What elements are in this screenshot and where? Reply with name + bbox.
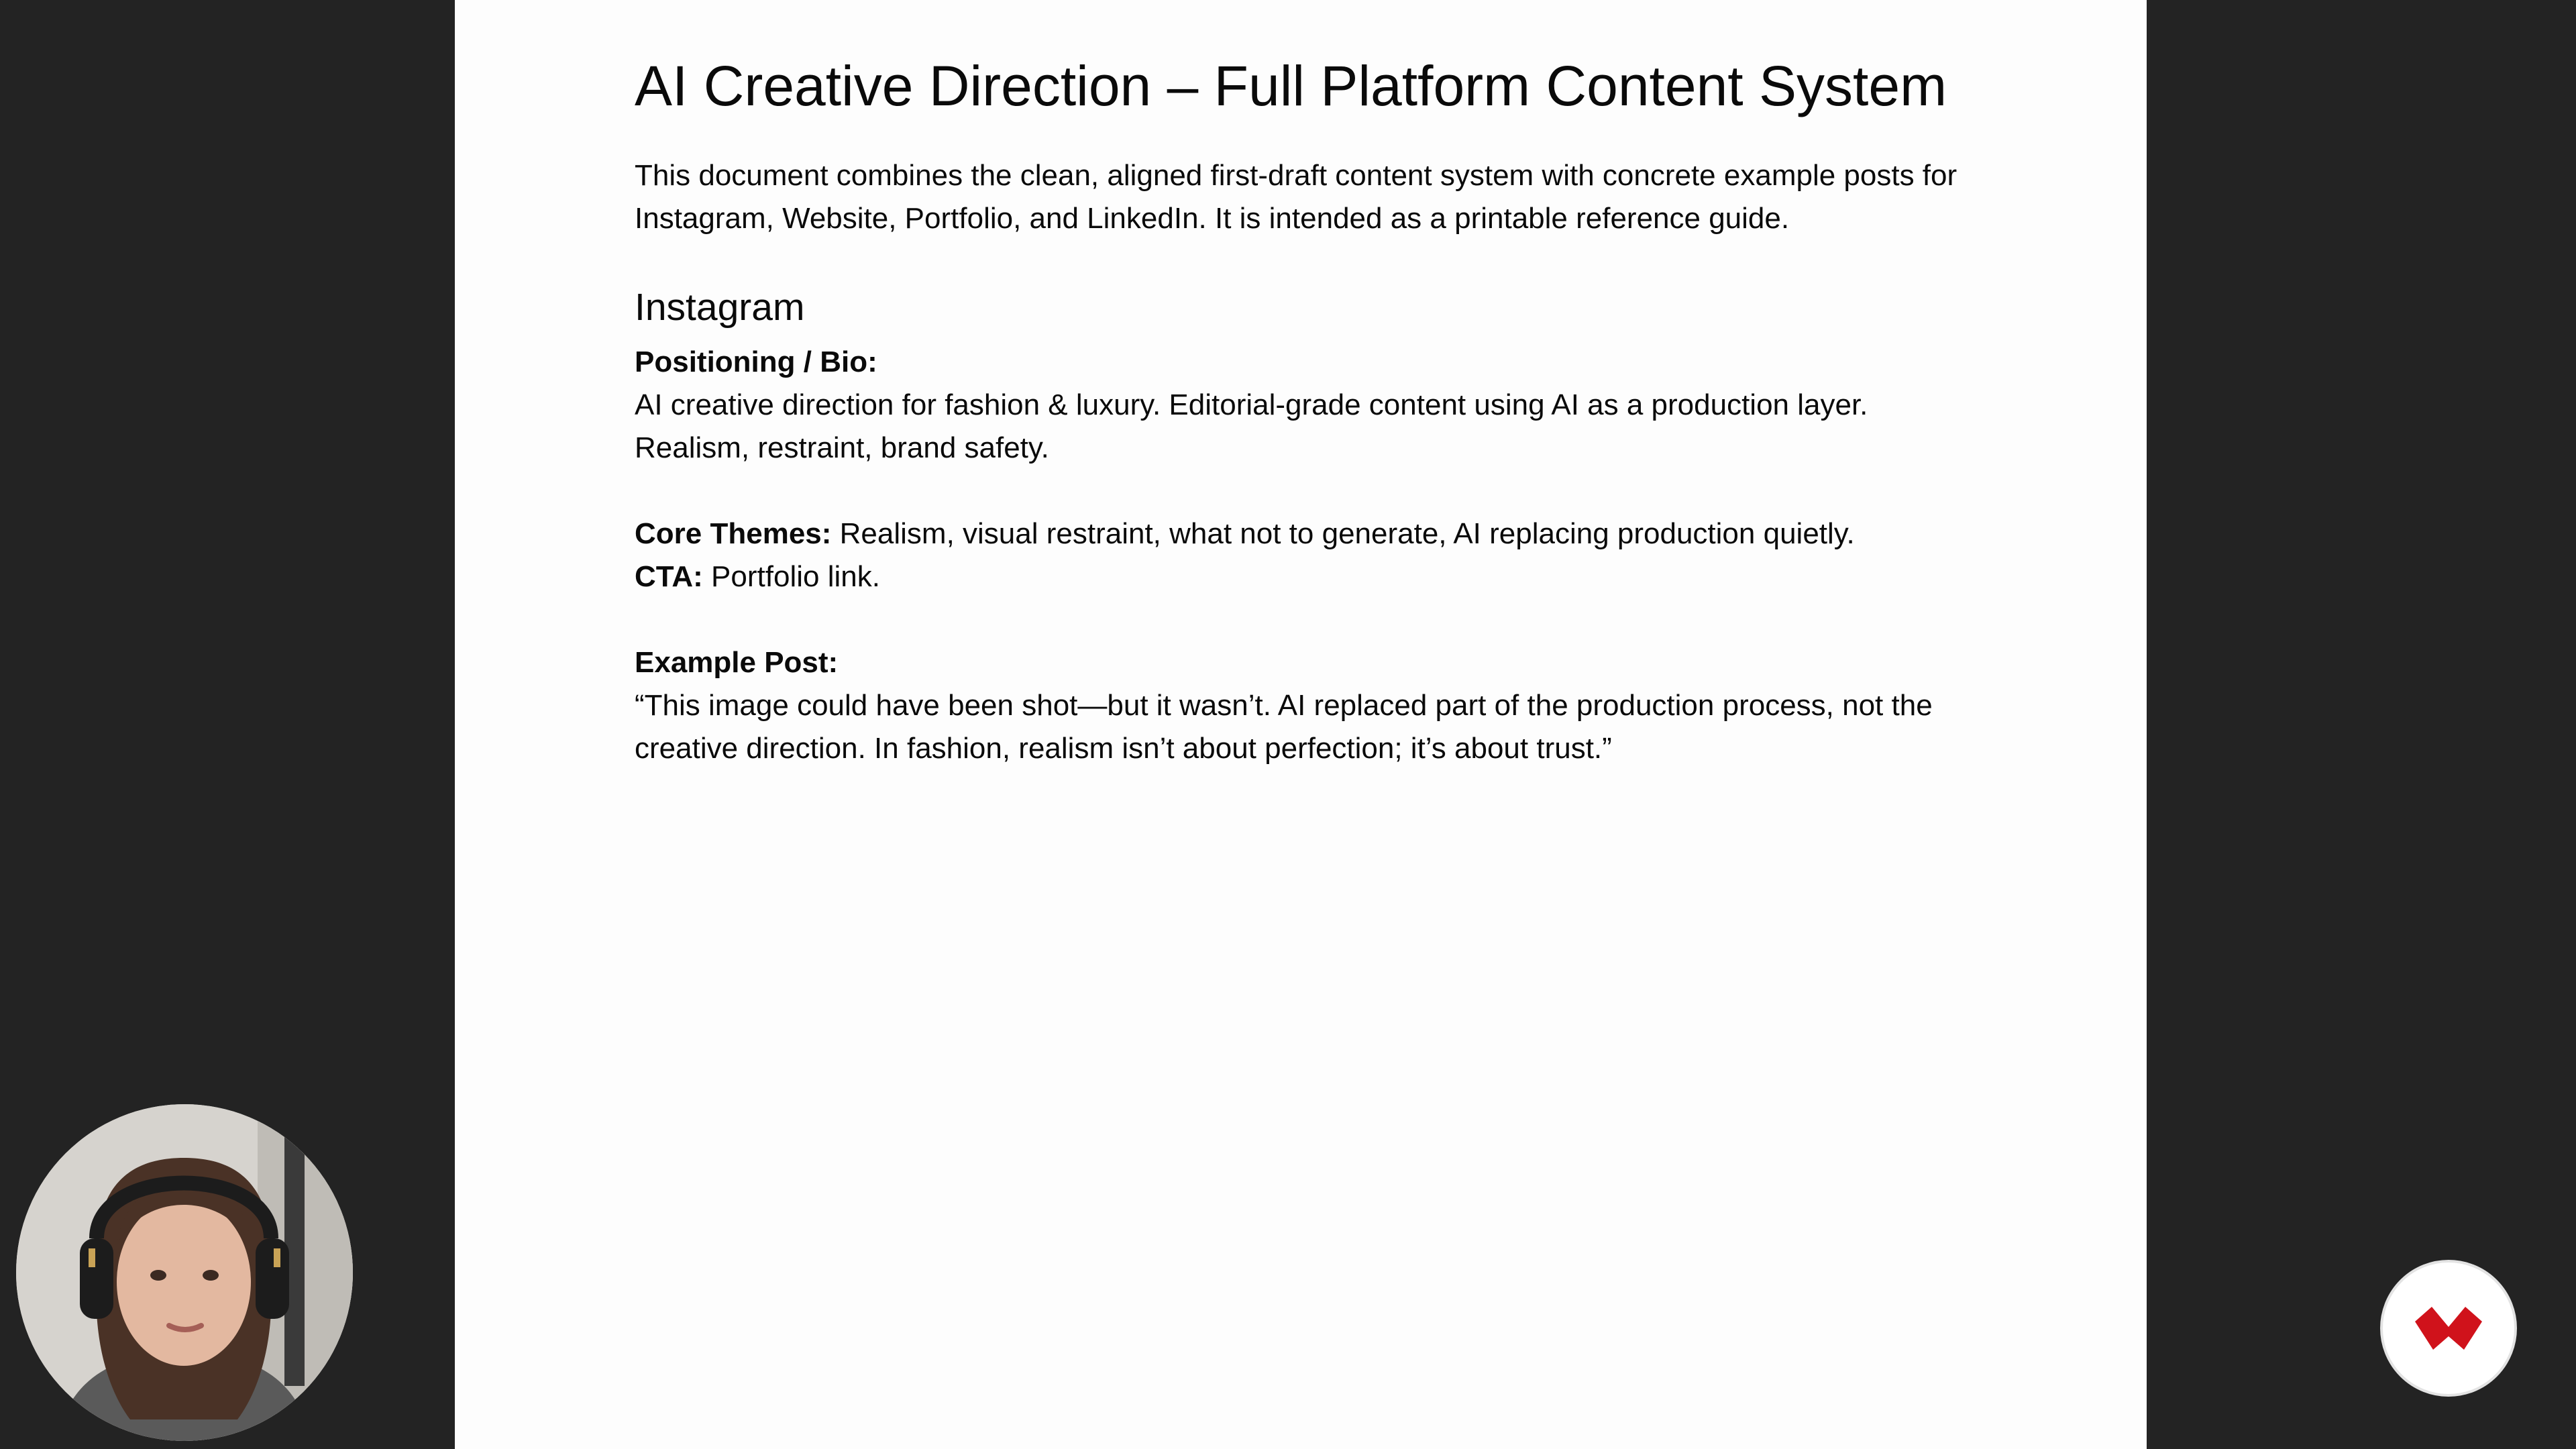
- intro-paragraph: [635, 154, 2003, 240]
- positioning-line-1: AI creative direction for fashion & luxury. Editorial-grade content using AI as a production layer.: [635, 388, 1868, 421]
- themes-cta-block: [635, 513, 2003, 598]
- positioning-block: [635, 341, 2003, 470]
- cta-text: Portfolio link.: [702, 560, 880, 593]
- cta-label: CTA:: [635, 560, 703, 593]
- document-content: [635, 47, 2003, 770]
- red-chevron-logo-icon: [2412, 1301, 2485, 1355]
- document-page: [455, 0, 2147, 1449]
- positioning-line-2: Realism, restraint, brand safety.: [635, 431, 1049, 464]
- positioning-label: Positioning / Bio:: [635, 345, 877, 378]
- example-post-label: Example Post:: [635, 646, 839, 679]
- paragraph-spacer: [635, 598, 2003, 641]
- document-title: AI Creative Direction – Full Platform Content System: [635, 54, 1947, 117]
- intro-line-1: This document combines the clean, aligned first-draft content system with concrete example posts for: [635, 159, 1957, 192]
- example-post-block: [635, 641, 2003, 770]
- logo-button[interactable]: [2380, 1260, 2517, 1397]
- core-themes-text: Realism, visual restraint, what not to generate, AI replacing production quietly.: [831, 517, 1855, 550]
- intro-line-2: Instagram, Website, Portfolio, and LinkedIn. It is intended as a printable reference guide.: [635, 202, 1790, 235]
- paragraph-spacer: [635, 470, 2003, 513]
- example-post-line-2: creative direction. In fashion, realism isn’t about perfection; it’s about trust.”: [635, 732, 1612, 765]
- presenter-webcam: [16, 1104, 353, 1441]
- core-themes-label: Core Themes:: [635, 517, 832, 550]
- example-post-line-1: “This image could have been shot—but it wasn’t. AI replaced part of the production process, not the: [635, 689, 1933, 722]
- presenter-avatar-icon: [16, 1104, 353, 1441]
- section-heading-instagram: Instagram: [635, 286, 805, 329]
